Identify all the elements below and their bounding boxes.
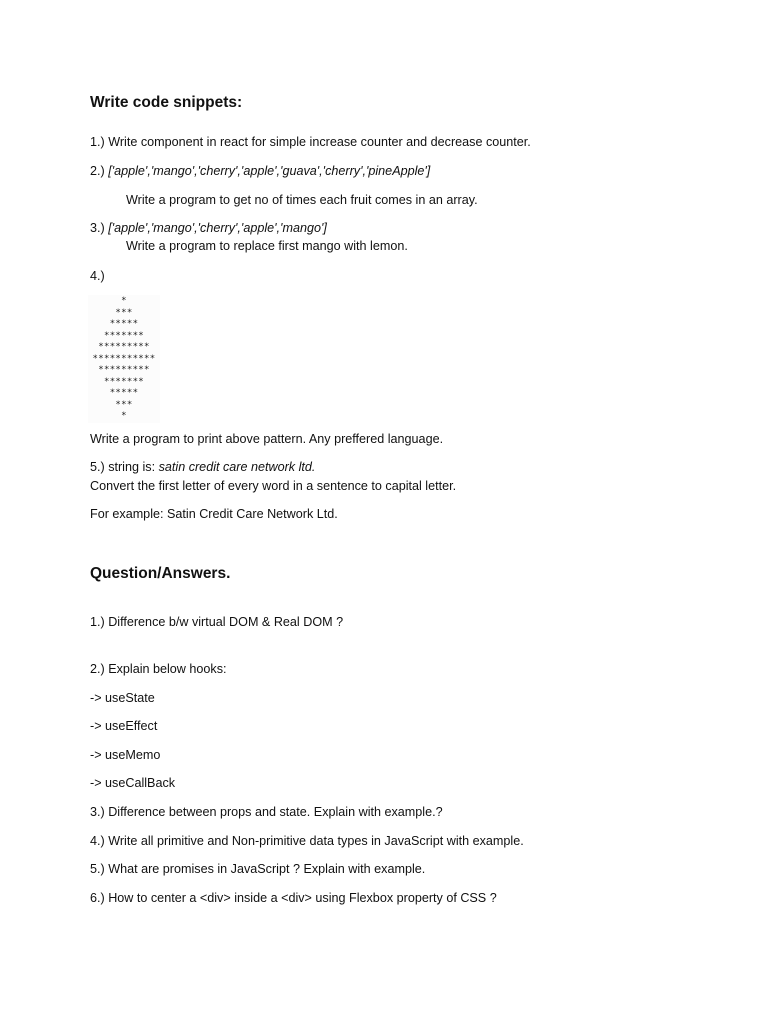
pattern-row: ******* [103,331,145,341]
snippet-question-3 [90,220,327,236]
pattern-row: *********** [92,354,156,364]
pattern-row: * [121,411,127,421]
hook-item: -> useEffect [90,719,158,733]
snippet-question-3-description: Write a program to replace first mango with lemon. [126,239,408,253]
qa-question-6: 6.) How to center a <div> inside a <div> using Flexbox property of CSS ? [90,891,497,905]
pattern-row: ***** [109,319,139,329]
question-5-prefix: 5.) string is: [90,460,159,474]
pattern-row: *** [115,400,133,410]
hook-item: -> useMemo [90,748,161,762]
snippet-question-5 [90,459,315,475]
snippet-question-5-example: For example: Satin Credit Care Network Ltd. [90,507,338,521]
pattern-row: ********* [98,342,150,352]
pattern-row: *** [115,308,133,318]
fruit-array-2: ['apple','mango','cherry','apple','mango'] [108,221,327,235]
qa-question-5: 5.) What are promises in JavaScript ? Explain with example. [90,862,426,876]
snippet-question-2 [90,163,430,179]
qa-question-4: 4.) Write all primitive and Non-primitive data types in JavaScript with example. [90,834,524,848]
pattern-row: * [121,296,127,306]
star-pattern-image [88,295,160,423]
snippet-question-1: 1.) Write component in react for simple increase counter and decrease counter. [90,135,531,149]
snippet-question-5-description: Convert the first letter of every word in a sentence to capital letter. [90,479,457,493]
question-5-string: satin credit care network ltd. [158,460,316,474]
section-title-code-snippets: Write code snippets: [90,94,243,111]
qa-question-3: 3.) Difference between props and state. Explain with example.? [90,805,443,819]
pattern-row: ******* [103,377,145,387]
qa-question-2: 2.) Explain below hooks: [90,662,227,676]
fruit-array-1: ['apple','mango','cherry','apple','guava','cherry','pineApple'] [108,164,431,178]
hook-item: -> useCallBack [90,776,176,790]
question-2-prefix: 2.) [90,164,109,178]
question-3-prefix: 3.) [90,221,109,235]
pattern-row: ***** [109,388,139,398]
hook-item: -> useState [90,691,155,705]
snippet-question-4: 4.) [90,269,105,283]
snippet-question-4-description: Write a program to print above pattern. Any preffered language. [90,432,444,446]
snippet-question-2-description: Write a program to get no of times each fruit comes in an array. [126,193,478,207]
pattern-row: ********* [98,365,150,375]
qa-question-1: 1.) Difference b/w virtual DOM & Real DOM ? [90,615,344,629]
section-title-question-answers: Question/Answers. [90,565,231,582]
